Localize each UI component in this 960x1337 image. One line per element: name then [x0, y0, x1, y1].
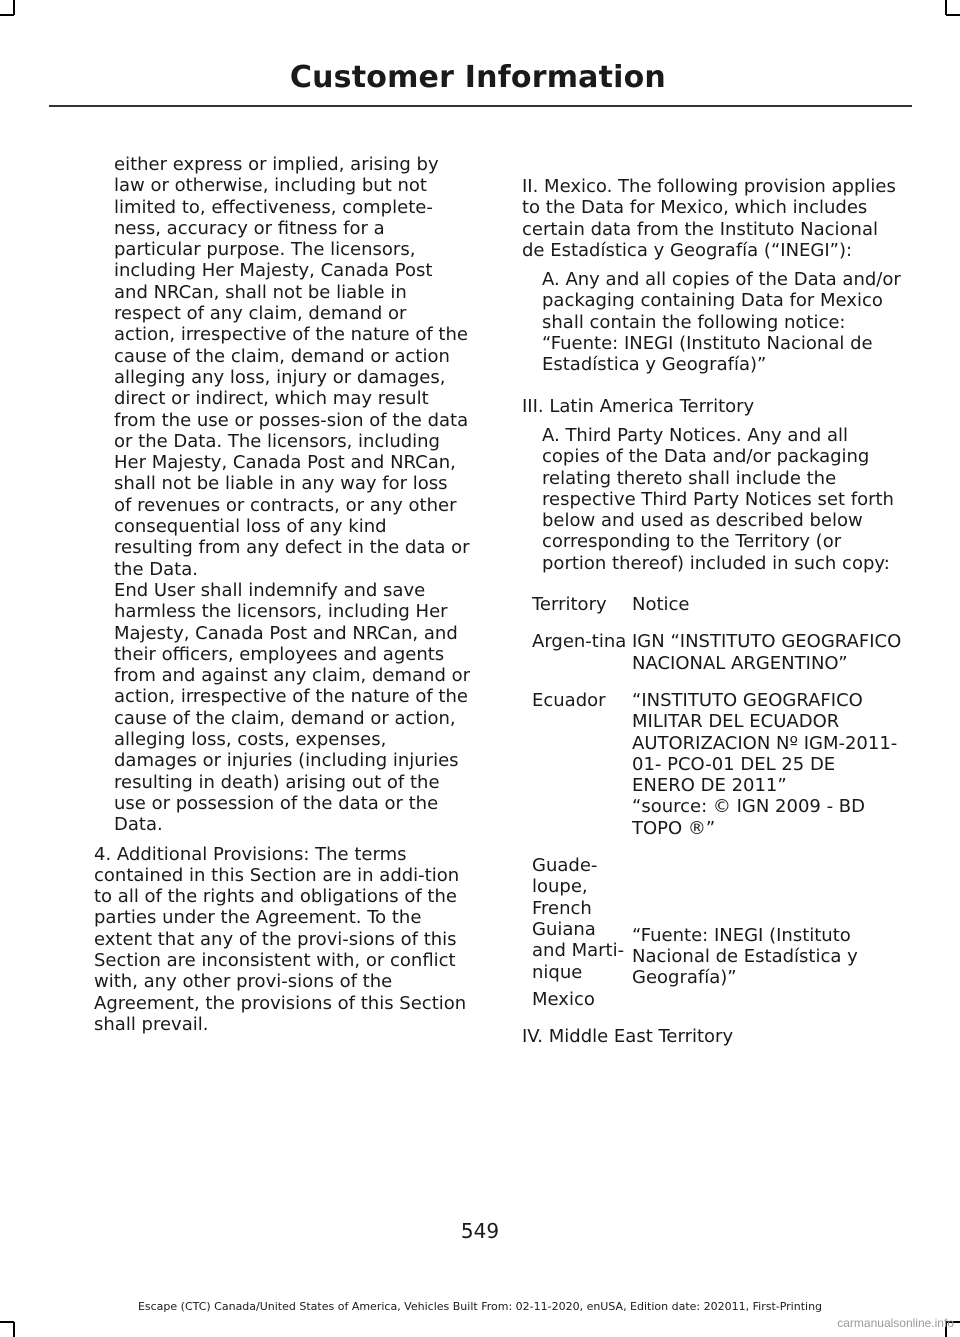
notice-line: “INSTITUTO GEOGRAFICO MILITAR DEL ECUADOR AUTORIZACION Nº IGM-2011-01- PCO-01 DEL 25 DE ENERO DE 2011”: [632, 689, 898, 797]
table-row: [522, 690, 902, 839]
left-column: [94, 154, 471, 1035]
crop-mark: [0, 14, 14, 16]
watermark: carmanualsonline.info: [837, 1316, 954, 1330]
middle-east-heading: IV. Middle East Territory: [522, 1026, 734, 1048]
right-column: [522, 176, 902, 1047]
table-row: [522, 631, 902, 674]
notice-table: [522, 594, 902, 1010]
table-header-row: [522, 594, 902, 615]
table-row: [522, 924, 902, 1010]
additional-provisions-paragraph: 4. Additional Provisions: The terms contained in this Section are in addi-tion to all of the rights and obligations of the parties under the Agreement. To the extent that any of the provi-sions of this Section are inconsistent with, or conflict with, any other provi-sions of the Agreement, the provisions of this Section shall prevail.: [94, 843, 467, 1035]
footer-text: Escape (CTC) Canada/United States of America, Vehicles Built From: 02-11-2020, enUSA, Edition date: 202011, First-Printing: [137, 1300, 823, 1313]
page-number: 549: [460, 1219, 500, 1243]
table-header-territory: Territory: [532, 594, 607, 616]
mexico-item-a: A. Any and all copies of the Data and/or packaging containing Data for Mexico shall contain the following notice: “Fuente: INEGI (Instituto Nacional de Estadística y Geografía)”: [542, 269, 901, 376]
territory-cell: Ecuador: [532, 689, 606, 711]
crop-mark: [0, 1321, 14, 1323]
latam-heading: III. Latin America Territory: [522, 395, 755, 417]
disclaimer-paragraph: either express or implied, arising by law or otherwise, including but not limited to, effectiveness, complete-ness, accuracy or fitness for a particular purpose. The licensors, including Her Majesty, Canada Post and NRCan, shall not be liable in respect of any claim, demand or action, irrespective of the nature of the cause of the claim, demand or action alleging any loss, injury or damages, direct or indirect, which may result from the use or posses-sion of the data or the Data. The licensors, including Her Majesty, Canada Post and NRCan, shall not be liable in any way for loss of revenues or contracts, or any other consequential loss of any kind resulting from any defect in the data or the Data.: [114, 154, 470, 580]
header-divider: [49, 105, 912, 107]
notice-cell: [632, 690, 902, 839]
crop-mark: [13, 0, 15, 15]
crop-mark: [13, 1322, 15, 1337]
indemnity-paragraph: End User shall indemnify and save harmless the licensors, including Her Majesty, Canada Post and NRCan, and their officers, employees and agents from and against any claim, demand or action, irrespective of the nature of the cause of the claim, demand or action, alleging loss, costs, expenses, damages or injuries (including injuries resulting in death) arising out of the use or possession of the data or the Data.: [114, 579, 471, 836]
latam-item-a: A. Third Party Notices. Any and all copies of the Data and/or packaging relating thereto shall include the respective Third Party Notices set forth below and used as described below corresponding to the Territory (or portion thereof) included in such copy:: [542, 424, 894, 574]
territory-cell: Argen-tina: [532, 631, 627, 653]
crop-mark: [945, 0, 947, 15]
territory-cell: Guade-loupe, French Guiana and Marti-nique: [532, 855, 625, 983]
table-header-notice: Notice: [632, 594, 690, 616]
notice-line: “source: © IGN 2009 - BD TOPO ®”: [632, 796, 866, 839]
notice-cell: IGN “INSTITUTO GEOGRAFICO NACIONAL ARGENTINO”: [632, 631, 902, 674]
crop-mark: [946, 14, 960, 16]
territory-cell: Mexico: [532, 988, 595, 1010]
mexico-heading: II. Mexico. The following provision applies to the Data for Mexico, which includes certain data from the Instituto Nacional de Estadística y Geografía (“INEGI”):: [522, 176, 896, 261]
notice-cell: “Fuente: INEGI (Instituto Nacional de Estadística y Geografía)”: [632, 924, 858, 989]
page-title: Customer Information: [289, 60, 666, 95]
